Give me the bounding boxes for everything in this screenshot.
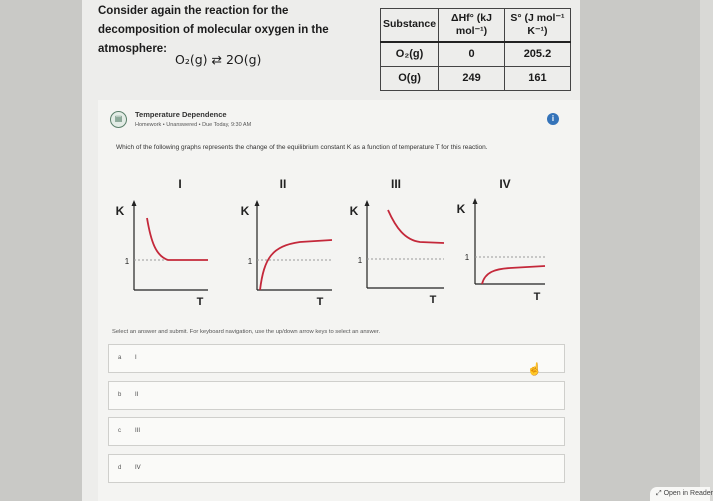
graph-curve	[388, 210, 444, 243]
graph-ref-label: 1	[357, 256, 363, 265]
open-button-label: Open in Reader	[663, 490, 713, 497]
graph-curve	[482, 266, 545, 284]
topic-icon: ▤	[110, 111, 127, 128]
background-left	[0, 0, 82, 501]
graph-ref-label: 1	[247, 257, 253, 266]
option-letter: c	[118, 428, 121, 434]
option-letter: b	[118, 392, 122, 398]
graph-x-label: T	[533, 291, 541, 303]
graph-curve	[147, 218, 208, 260]
cell-enthalpy-o: 249	[439, 66, 505, 90]
open-in-reader-button[interactable]	[650, 487, 713, 501]
graph-x-label: T	[196, 296, 204, 308]
header-entropy: S° (J mol⁻¹ K⁻¹)	[504, 9, 570, 42]
cell-entropy-o: 161	[504, 66, 570, 90]
graph-roman-label: I	[178, 177, 182, 191]
header-enthalpy: ΔHf° (kJ mol⁻¹)	[439, 9, 505, 42]
graph-y-arrow	[132, 200, 137, 206]
card-title: Temperature Dependence	[135, 110, 227, 119]
option-label: I	[135, 355, 137, 361]
graph-y-label: K	[349, 204, 359, 218]
cell-substance-o: O(g)	[381, 66, 439, 90]
question-text: Which of the following graphs represents the change of the equilibrium constant K as a function of temperature T for this reaction.	[116, 144, 488, 151]
answer-option-c[interactable]	[108, 417, 565, 446]
answer-option-a[interactable]	[108, 344, 565, 373]
graph-II	[241, 177, 332, 308]
option-label: IV	[135, 465, 141, 471]
option-label: II	[135, 392, 139, 398]
graph-roman-label: IV	[499, 177, 511, 191]
option-letter: a	[118, 355, 122, 361]
graph-ref-label: 1	[464, 253, 470, 262]
graph-x-label: T	[316, 296, 324, 308]
graph-ref-label: 1	[124, 257, 130, 266]
answer-option-d[interactable]	[108, 454, 565, 483]
graph-roman-label: II	[279, 177, 287, 191]
problem-text: Consider again the reaction for the decomposition of molecular oxygen in the atmosphere:	[98, 5, 329, 55]
graph-IV	[457, 177, 545, 303]
cell-enthalpy-o2: 0	[439, 42, 505, 67]
cell-entropy-o2: 205.2	[504, 42, 570, 67]
graph-y-arrow	[473, 198, 478, 204]
answer-option-b[interactable]	[108, 381, 565, 410]
graph-curve	[260, 240, 332, 290]
reaction-equation: O₂(g) ⇄ 2O(g)	[175, 52, 262, 67]
instruction-text: Select an answer and submit. For keyboard navigation, use the up/down arrow keys to select an answer.	[112, 329, 381, 335]
info-icon[interactable]: i	[547, 113, 559, 125]
graph-III	[350, 177, 444, 306]
graph-options-figure	[100, 170, 570, 315]
header-substance: Substance	[381, 9, 439, 42]
graph-y-arrow	[365, 200, 370, 206]
option-letter: d	[118, 465, 122, 471]
graph-y-arrow	[255, 200, 260, 206]
graph-roman-label: III	[390, 177, 402, 191]
expand-icon: ⤢	[656, 490, 662, 497]
graph-x-label: T	[429, 294, 437, 306]
cell-substance-o2: O₂(g)	[381, 42, 439, 67]
thermo-data-table	[380, 8, 571, 91]
graph-y-label: K	[456, 202, 466, 216]
graph-y-label: K	[240, 204, 250, 218]
background-right	[580, 0, 700, 501]
card-meta: Homework • Unanswered • Due Today, 9:30 AM	[135, 122, 252, 128]
graph-I	[116, 177, 208, 308]
option-label: III	[135, 428, 141, 434]
graph-y-label: K	[115, 204, 125, 218]
hand-pointer-icon: ☝	[527, 362, 542, 376]
